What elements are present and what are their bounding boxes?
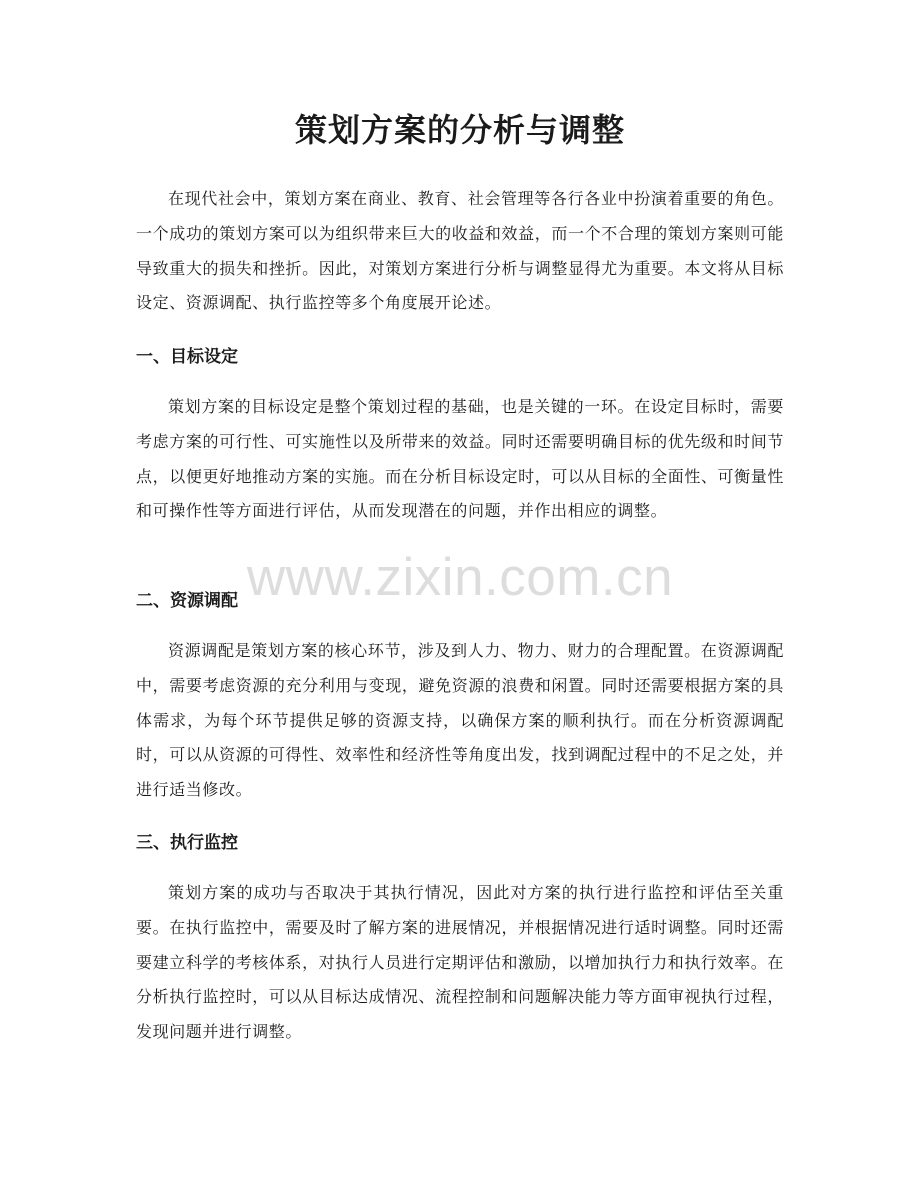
page-title: 策划方案的分析与调整 [294, 111, 625, 149]
section-body-goal-setting: 策划方案的目标设定是整个策划过程的基础，也是关键的一环。在设定目标时，需要考虑方案的可行性、可实施性以及所带来的效益。同时还需要明确目标的优先级和时间节点，以便更好地推动方案的实施。而在分析目标设定时，可以从目标的全面性、可衡量性和可操作性等方面进行评估，从而发现潜在的问题，并作出相应的调整。 [136, 397, 784, 521]
intro-paragraph: 在现代社会中，策划方案在商业、教育、社会管理等各行各业中扮演着重要的角色。一个成功的策划方案可以为组织带来巨大的收益和效益，而一个不合理的策划方案则可能导致重大的损失和挫折。因此，对策划方案进行分析与调整显得尤为重要。本文将从目标设定、资源调配、执行监控等多个角度展开论述。 [136, 189, 784, 313]
section-heading-execution-monitoring: 三、执行监控 [136, 833, 238, 853]
section-heading-resource-allocation: 二、资源调配 [136, 591, 238, 611]
section-body-execution-monitoring: 策划方案的成功与否取决于其执行情况，因此对方案的执行进行监控和评估至关重要。在执行监控中，需要及时了解方案的进展情况，并根据情况进行适时调整。同时还需要建立科学的考核体系，对执行人员进行定期评估和激励，以增加执行力和执行效率。在分析执行监控时，可以从目标达成情况、流程控制和问题解决能力等方面审视执行过程，发现问题并进行调整。 [136, 883, 784, 1042]
section-body-resource-allocation: 资源调配是策划方案的核心环节，涉及到人力、物力、财力的合理配置。在资源调配中，需要考虑资源的充分利用与变现，避免资源的浪费和闲置。同时还需要根据方案的具体需求，为每个环节提供足够的资源支持，以确保方案的顺利执行。而在分析资源调配时，可以从资源的可得性、效率性和经济性等角度出发，找到调配过程中的不足之处，并进行适当修改。 [136, 641, 784, 800]
watermark: www.zixin.com.cn [246, 548, 674, 607]
section-heading-goal-setting: 一、目标设定 [136, 347, 238, 367]
